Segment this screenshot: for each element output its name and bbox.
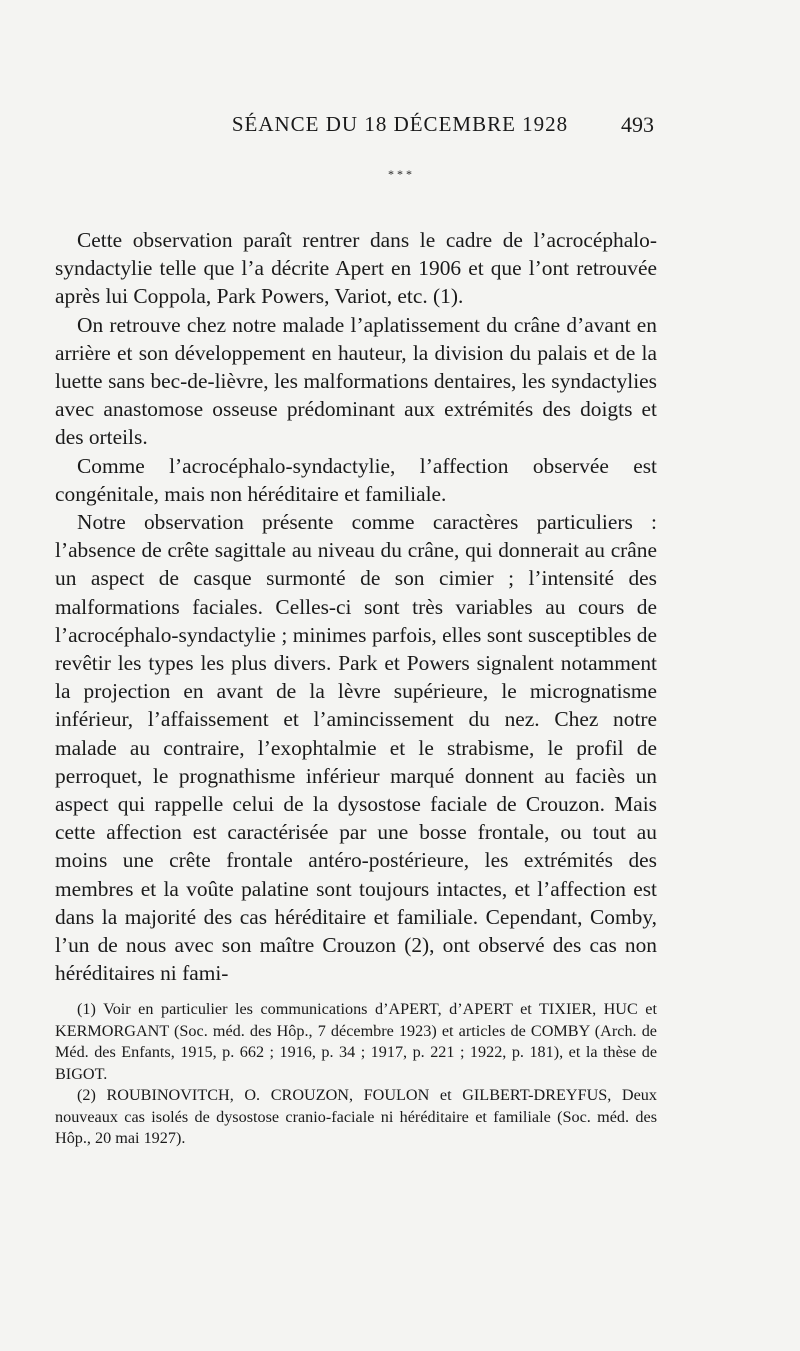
footnotes [55,999,657,1150]
running-head [0,112,800,142]
asterism-separator: * * * [388,167,412,181]
footnote-2: (2) ROUBINOVITCH, O. CROUZON, FOULON et GILBERT-DREYFUS, Deux nouveaux cas isolés de dysostose cranio-faciale ni héréditaire et familiale (Soc. méd. des Hôp., 20 mai 1927). [55,1086,657,1147]
paragraph-2: On retrouve chez notre malade l’aplatissement du crâne d’avant en arrière et son développement en hauteur, la division du palais et de la luette sans bec-de-lièvre, les malformations dentaires, les syndactylies avec anastomose osseuse prédominant aux extrémités des doigts et des orteils. [55,312,657,450]
paragraph-4: Notre observation présente comme caractères particuliers : l’absence de crête sagittale au niveau du crâne, qui donnerait au crâne un aspect de casque surmonté de son cimier ; l’intensité des malformations faciales. Celles-ci sont très variables au cours de l’acrocéphalo-syndactylie ; minimes parfois, elles sont susceptibles de revêtir les types les plus divers. Park et Powers signalent notamment la projection en avant de la lèvre supérieure, le micrognatisme inférieur, l’affaissement et l’amincissement du nez. Chez notre malade au contraire, l’exophtalmie et le strabisme, le profil de perroquet, le prognathisme inférieur marqué donnent au faciès un aspect qui rappelle celui de la dysostose faciale de Crouzon. Mais cette affection est caractérisée par une bosse frontale, ou tout au moins une crête frontale antéro-postérieure, les extrémités des membres et la voûte palatine sont toujours intactes, et l’affection est dans la majorité des cas héréditaire et familiale. Cependant, Comby, l’un de nous avec son maître Crouzon (2), ont observé des cas non héréditaires ni fami- [55,510,657,986]
paragraph-1: Cette observation paraît rentrer dans le cadre de l’acrocéphalo-syndactylie telle que l’a décrite Apert en 1906 et que l’ont retrouvée après lui Coppola, Park Powers, Variot, etc. (1). [55,228,657,309]
page-title: SÉANCE DU 18 DÉCEMBRE 1928 [231,112,569,136]
paragraph-3: Comme l’acrocéphalo-syndactylie, l’affection observée est congénitale, mais non héréditaire et familiale. [55,453,657,506]
footnote-1: (1) Voir en particulier les communications d’APERT, d’APERT et TIXIER, HUC et KERMORGANT (Soc. méd. des Hôp., 7 décembre 1923) et articles de COMBY (Arch. de Méd. des Enfants, 1915, p. 662 ; 1916, p. 34 ; 1917, p. 221 ; 1922, p. 181), et la thèse de BIGOT. [55,1000,657,1083]
main-text [55,226,657,987]
page-number: 493 [621,112,654,137]
